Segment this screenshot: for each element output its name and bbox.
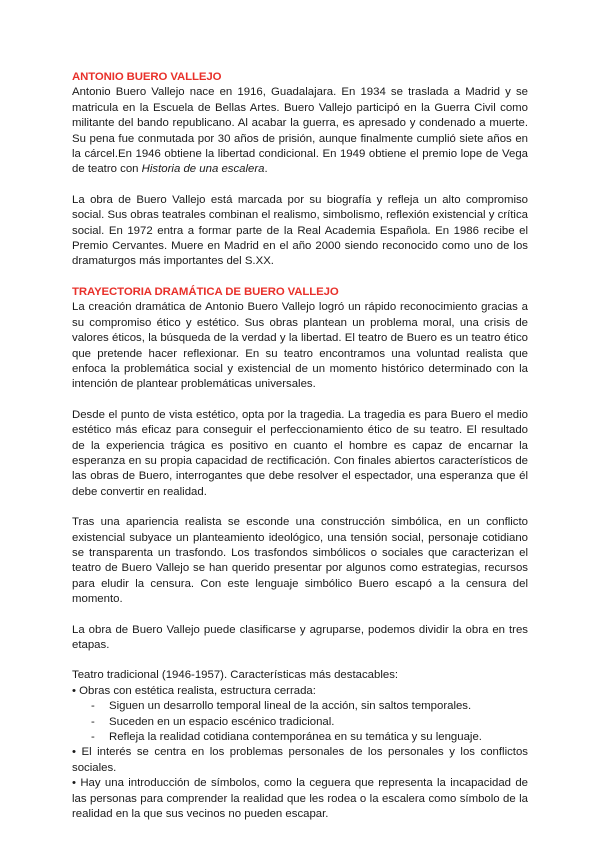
dash-item-text: Suceden en un espacio escénico tradicional.	[109, 715, 335, 728]
section-heading-trajectory: TRAYECTORIA DRAMÁTICA DE BUERO VALLEJO	[72, 285, 339, 298]
dash-list-item	[72, 699, 528, 714]
section-heading-biography: ANTONIO BUERO VALLEJO	[72, 71, 222, 83]
dash-list-item	[72, 715, 528, 730]
document-page	[72, 70, 528, 822]
trajectory-paragraph-2: Desde el punto de vista estético, opta por la tragedia. La tragedia es para Buero el medio estético más eficaz para conseguir el perfeccionamiento ético de su teatro. El resultado de la experiencia trágica es positivo en cuanto el hombre es capaz de encarnar la esperanza en su propia capacidad de rectificación. Con finales abiertos característicos de las obras de Buero, interrogantes que debe resolver el espectador, una esperanza que él debe convertir en realidad.	[72, 408, 528, 498]
biography-paragraph-1	[72, 85, 528, 177]
spacer	[72, 500, 528, 515]
trajectory-paragraph-1: La creación dramática de Antonio Buero Vallejo logró un rápido reconocimiento gracias a su compromiso ético y estético. Sus obras plantean un problema moral, una crisis de valores éticos, la búsqueda de la verdad y la libertad. El teatro de Buero es un teatro ético que pretende hacer reflexionar. En su teatro encontramos una voluntad realista que enfoca la problemática social y existencial de un momento histórico determinado con la intención de plantear problemáticas universales.	[72, 301, 528, 391]
spacer	[72, 653, 528, 668]
spacer	[72, 393, 528, 408]
bullet-item-1: • Obras con estética realista, estructura cerrada:	[72, 684, 316, 697]
play-title-historia-de-una-escalera: Historia de una escalera	[141, 163, 265, 176]
stage-title: Teatro tradicional (1946-1957). Características más destacables:	[72, 669, 399, 682]
bullet-item-2: • El interés se centra en los problemas personales de los personales y los conflictos sociales.	[72, 746, 528, 774]
dash-list	[72, 699, 528, 745]
bullet-item-3: • Hay una introducción de símbolos, como la ceguera que representa la incapacidad de las personas para comprender la realidad que les rodea o la escalera como símbolo de la realidad en la que sus vecinos no pueden escapar.	[72, 777, 528, 821]
dash-list-item	[72, 730, 528, 745]
spacer	[72, 608, 528, 623]
biography-paragraph-2: La obra de Buero Vallejo está marcada por su biografía y refleja un alto compromiso social. Sus obras teatrales combinan el realismo, simbolismo, reflexión existencial y crítica social. En 1972 entra a formar parte de la Real Academia Española. En 1986 recibe el Premio Cervantes. Muere en Madrid en el año 2000 siendo reconocido como uno de los dramaturgos más importantes del S.XX.	[72, 193, 528, 268]
trajectory-paragraph-3: Tras una apariencia realista se esconde una construcción simbólica, en un conflicto existencial subyace un planteamiento ideológico, una tensión social, personaje cotidiano se transparenta un trasfondo. Los trasfondos simbólicos o sociales que caracterizan el teatro de Buero Vallejo se han querido presentar por algunos como estrategias, recursos para eludir la censura. Con este lenguaje simbólico Buero escapó a la censura del momento.	[72, 516, 528, 606]
spacer	[72, 178, 528, 193]
biography-paragraph-1-text: Antonio Buero Vallejo nace en 1916, Guadalajara. En 1934 se traslada a Madrid y se matricula en la Escuela de Bellas Artes. Buero Vallejo participó en la Guerra Civil como militante del bando republicano. Al acabar la guerra, es apresado y condenado a muerte. Su pena fue conmutada por 30 años de prisión, aunque finalmente cumplió siete años en la cárcel.En 1946 obtiene la libertad condicional. En 1949 obtiene el premio lope de Vega de teatro con	[72, 86, 528, 176]
dash-item-text: Siguen un desarrollo temporal lineal de la acción, sin saltos temporales.	[109, 700, 472, 713]
dash-marker: -	[91, 731, 95, 744]
biography-paragraph-1-end: .	[264, 163, 268, 176]
dash-marker: -	[91, 715, 95, 728]
dash-marker: -	[91, 700, 95, 713]
spacer	[72, 270, 528, 285]
dash-item-text: Refleja la realidad cotidiana contemporánea en su temática y su lenguaje.	[109, 731, 482, 744]
trajectory-paragraph-4: La obra de Buero Vallejo puede clasificarse y agruparse, podemos dividir la obra en tres etapas.	[72, 623, 528, 651]
